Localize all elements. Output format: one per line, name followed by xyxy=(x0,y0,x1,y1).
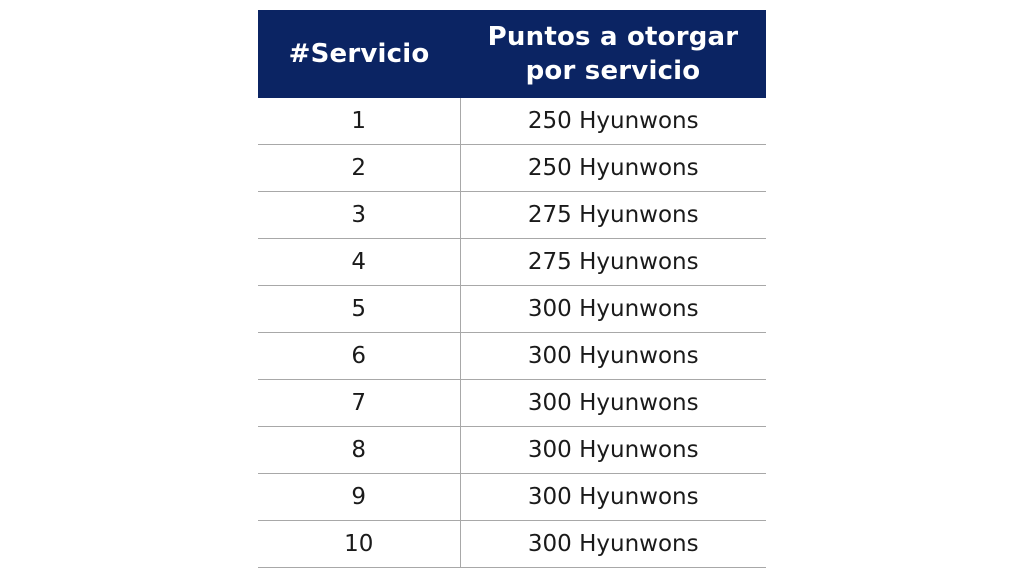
points-cell: 300 Hyunwons xyxy=(460,380,766,427)
service-number-cell: 10 xyxy=(258,521,460,568)
service-number-cell: 6 xyxy=(258,333,460,380)
points-cell: 250 Hyunwons xyxy=(460,98,766,145)
service-number-cell: 9 xyxy=(258,474,460,521)
table-header-row xyxy=(258,10,766,98)
service-number-cell: 2 xyxy=(258,145,460,192)
service-number-cell: 8 xyxy=(258,427,460,474)
service-number-cell: 1 xyxy=(258,98,460,145)
header-service-number: #Servicio xyxy=(258,10,460,98)
table-row xyxy=(258,145,766,192)
table-row xyxy=(258,427,766,474)
service-number-cell: 5 xyxy=(258,286,460,333)
table-row xyxy=(258,474,766,521)
table-row xyxy=(258,192,766,239)
service-number-cell: 7 xyxy=(258,380,460,427)
points-cell: 275 Hyunwons xyxy=(460,239,766,286)
table-row xyxy=(258,333,766,380)
table-row xyxy=(258,98,766,145)
table-row xyxy=(258,521,766,568)
points-cell: 300 Hyunwons xyxy=(460,286,766,333)
service-number-cell: 3 xyxy=(258,192,460,239)
points-cell: 300 Hyunwons xyxy=(460,474,766,521)
points-table-container xyxy=(258,10,766,568)
points-cell: 300 Hyunwons xyxy=(460,333,766,380)
points-cell: 300 Hyunwons xyxy=(460,427,766,474)
table-row xyxy=(258,239,766,286)
table-row xyxy=(258,286,766,333)
table-row xyxy=(258,380,766,427)
points-table xyxy=(258,10,766,568)
points-cell: 300 Hyunwons xyxy=(460,521,766,568)
points-cell: 250 Hyunwons xyxy=(460,145,766,192)
header-points: Puntos a otorgar por servicio xyxy=(460,10,766,98)
service-number-cell: 4 xyxy=(258,239,460,286)
points-cell: 275 Hyunwons xyxy=(460,192,766,239)
